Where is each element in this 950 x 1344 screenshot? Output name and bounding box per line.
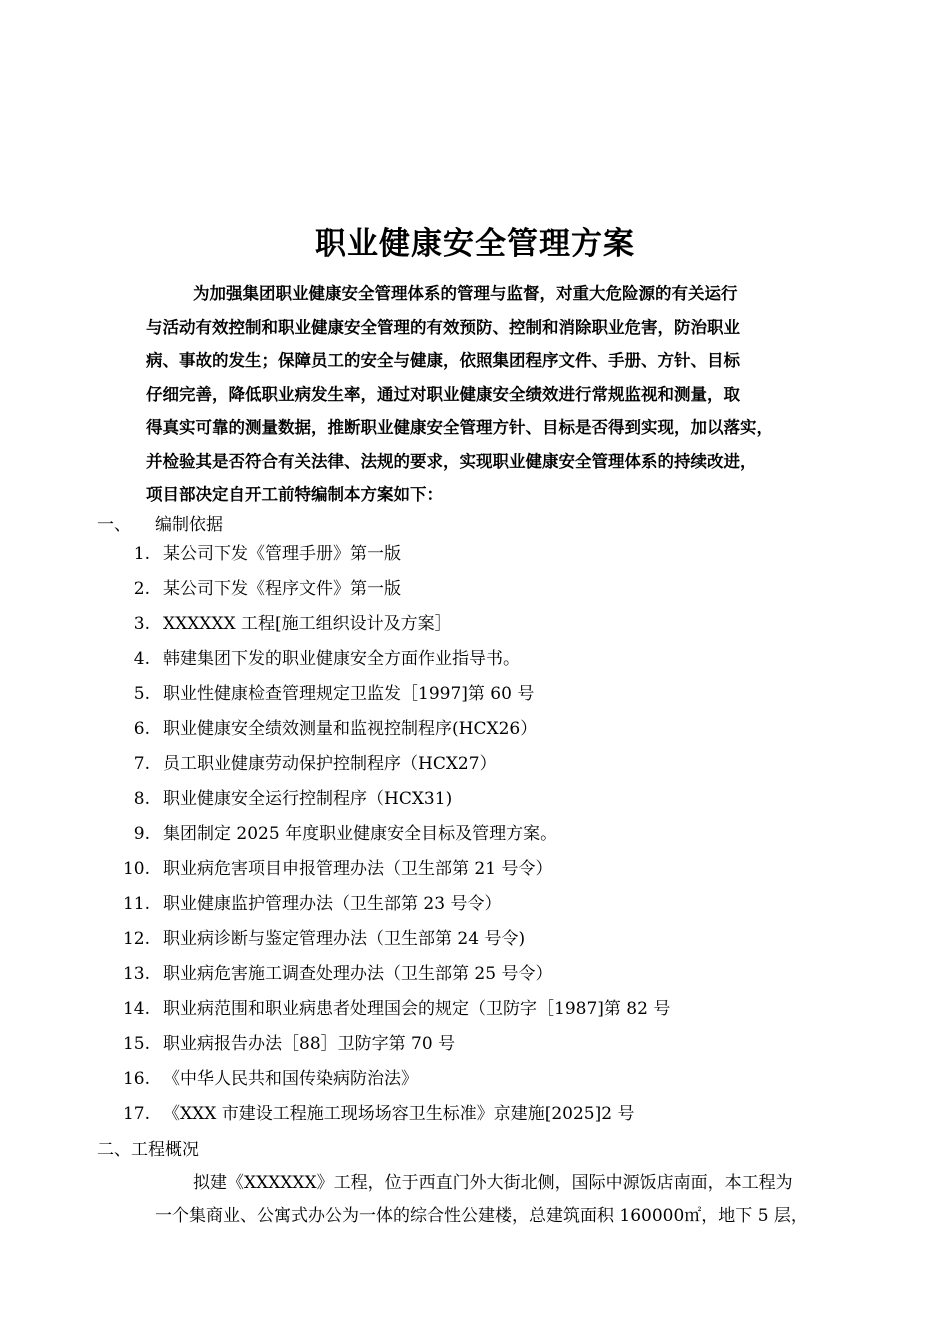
item-text: 职业健康监护管理办法（卫生部第 23 号令） [163,894,502,914]
intro-line: 项目部决定自开工前特编制本方案如下： [146,485,443,504]
section-heading-basis [97,510,223,535]
section-heading-overview: 二、工程概况 [97,1140,199,1160]
item-number: 2. [133,579,150,599]
list-item [0,715,950,750]
item-text: 职业病范围和职业病患者处理国会的规定（卫防字［1987]第 82 号 [163,999,671,1019]
item-number: 17. [122,1104,150,1124]
item-number: 14. [122,999,150,1019]
item-number: 4. [133,649,150,669]
list-item [0,610,950,645]
item-number: 11. [122,894,150,914]
item-text: 职业病危害项目申报管理办法（卫生部第 21 号令） [163,859,553,879]
list-item [0,855,950,890]
item-number: 3. [133,614,150,634]
list-item [0,540,950,575]
item-text: 集团制定 2025 年度职业健康安全目标及管理方案。 [163,824,558,844]
list-item [0,750,950,785]
item-number: 8. [133,789,150,809]
item-number: 12. [122,929,150,949]
intro-line: 并检验其是否符合有关法律、法规的要求，实现职业健康安全管理体系的持续改进， [146,451,757,471]
list-item [0,1065,950,1100]
intro-line: 为加强集团职业健康安全管理体系的管理与监督，对重大危险源的有关运行 [193,284,738,303]
list-item [0,995,950,1030]
item-text: 职业健康安全运行控制程序（HCX31) [163,789,453,809]
item-text: 《中华人民共和国传染病防治法》 [163,1069,418,1089]
item-text: 员工职业健康劳动保护控制程序（HCX27） [163,754,497,774]
item-text: 职业性健康检查管理规定卫监发［1997]第 60 号 [163,684,535,704]
item-number: 5. [133,684,150,704]
item-text: XXXXXX 工程[施工组织设计及方案］ [163,614,452,634]
item-text: 职业病危害施工调查处理办法（卫生部第 25 号令） [163,964,553,984]
document-title: 职业健康安全管理方案 [315,226,635,262]
item-text: 职业病诊断与鉴定管理办法（卫生部第 24 号令) [163,929,526,949]
item-text: 某公司下发《程序文件》第一版 [163,579,401,599]
list-item [0,680,950,715]
overview-line: 拟建《XXXXXX》工程，位于西直门外大街北侧，国际中源饭店南面，本工程为 [193,1173,793,1193]
list-item [0,575,950,610]
item-text: 职业病报告办法［88］卫防字第 70 号 [163,1034,456,1054]
item-number: 10. [122,859,150,879]
list-item [0,820,950,855]
item-text: 职业健康安全绩效测量和监视控制程序(HCX26） [163,719,538,739]
list-item [0,645,950,680]
list-item [0,960,950,995]
intro-line: 与活动有效控制和职业健康安全管理的有效预防、控制和消除职业危害，防治职业 [146,317,740,337]
item-text: 某公司下发《管理手册》第一版 [163,544,401,564]
list-item [0,890,950,925]
intro-line: 得真实可靠的测量数据，推断职业健康安全管理方针、目标是否得到实现，加以落实， [146,418,773,437]
item-number: 15. [122,1034,150,1054]
overview-line: 一个集商业、公寓式办公为一体的综合性公建楼，总建筑面积 160000㎡，地下 5 层， [155,1206,808,1226]
item-number: 13. [122,964,150,984]
list-item [0,1030,950,1065]
section-number: 一、 [97,515,131,535]
item-number: 16. [122,1069,150,1089]
intro-line: 仔细完善，降低职业病发生率，通过对职业健康安全绩效进行常规监视和测量，取 [146,384,740,404]
list-item [0,785,950,820]
item-text: 《XXX 市建设工程施工现场场容卫生标准》京建施[2025]2 号 [163,1104,635,1124]
list-item [0,1100,950,1135]
intro-paragraph [146,277,858,512]
list-item [0,925,950,960]
intro-line: 病、事故的发生；保障员工的安全与健康，依照集团程序文件、手册、方针、目标 [146,351,740,370]
item-number: 1. [133,544,150,564]
item-number: 7. [133,754,150,774]
reference-list [0,540,950,1135]
section-title: 编制依据 [155,515,223,535]
item-number: 9. [133,824,150,844]
item-text: 韩建集团下发的职业健康安全方面作业指导书。 [163,649,520,669]
item-number: 6. [133,719,150,739]
